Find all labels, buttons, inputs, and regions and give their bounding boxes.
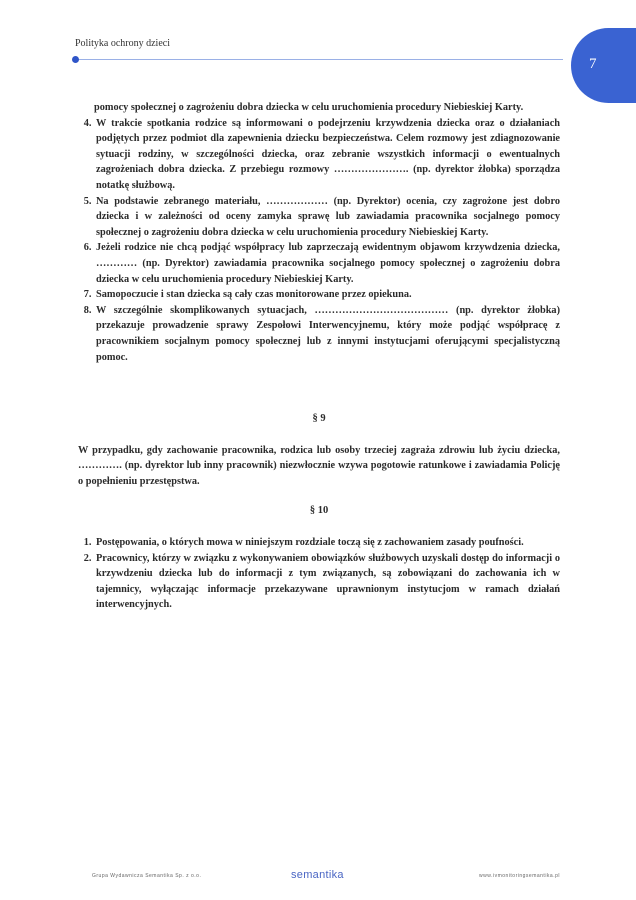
continued-paragraph: pomocy społecznej o zagrożeniu dobra dziecka w celu uruchomienia procedury Niebieskiej Karty. (94, 102, 524, 113)
list-item: 5. Na podstawie zebranego materiału, ……………… (np. Dyrektor) ocenia, czy zagrożone jest dobro dziecka i w zależności od oceny zamyka sprawę lub zawiadamia pracownika socjalnego pomocy społecznej o zagrożeniu dobra dziecka w celu uruchomienia procedury Niebieskiej Karty. (94, 194, 560, 241)
footer-logo: semantika (291, 869, 344, 881)
section-heading-10: § 10 (309, 505, 329, 517)
section-10-list (78, 535, 560, 613)
procedure-list (78, 116, 560, 366)
footer-website: www.ivmonitoringsemantika.pl (479, 873, 560, 879)
list-item: 6. Jeżeli rodzice nie chcą podjąć współpracy lub zaprzeczają ewidentnym objawom krzywdzenia dziecka, ………… (np. Dyrektor) zawiadamia pracownika socjalnego pomocy społecznej o zagrożeniu dobra dziecka w celu uruchomienia procedury Niebieskiej Karty. (94, 240, 560, 287)
page-body (78, 100, 560, 613)
section-heading-9: § 9 (312, 413, 326, 425)
list-item: 8. W szczególnie skomplikowanych sytuacjach, ………………………………… (np. dyrektor żłobka) przekazuje prowadzenie sprawy Zespołowi Interwencyjnemu, który może podjąć współpracę z pracownikiem socjalnym pomocy społecznej lub z innymi instytucjami oferującymi specjalistyczną pomoc. (94, 303, 560, 365)
header-rule (75, 59, 563, 60)
list-item: 7. Samopoczucie i stan dziecka są cały czas monitorowane przez opiekuna. (94, 287, 560, 303)
list-item: 4. W trakcie spotkania rodzice są informowani o podejrzeniu krzywdzenia dziecka oraz o działaniach podjętych przez podmiot dla zapewnienia dziecku bezpieczeństwa. Celem rozmowy jest zdiagnozowanie sytuacji rodziny, w szczególności dziecka, oraz zebranie wszystkich informacji o ewentualnych zagrożeniach dobra dziecka. Z przebiegu rozmowy …………………. (np. dyrektor żłobka) sporządza notatkę służbową. (94, 116, 560, 194)
running-header-title: Polityka ochrony dzieci (75, 38, 170, 49)
header-bullet-dot (72, 56, 79, 63)
page-footer (78, 870, 560, 884)
list-item: 2. Pracownicy, którzy w związku z wykonywaniem obowiązków służbowych uzyskali dostęp do informacji o krzywdzeniu dziecka lub do informacji z tym związanych, są zobowiązani do zachowania ich w tajemnicy, wyłączając informacje przekazywane uprawnionym instytucjom w ramach działań interwencyjnych. (94, 551, 560, 613)
footer-publisher: Grupa Wydawnicza Semantika Sp. z o.o. (92, 873, 202, 879)
section-9-paragraph: W przypadku, gdy zachowanie pracownika, rodzica lub osoby trzeciej zagraża zdrowiu lub życiu dziecka, …………. (np. dyrektor lub inny pracownik) niezwłocznie wzywa pogotowie ratunkowe i zawiadamia Policję o popełnieniu przestępstwa. (78, 444, 560, 487)
page-number: 7 (589, 56, 597, 72)
page-number-badge (571, 28, 636, 103)
list-item: 1. Postępowania, o których mowa w niniejszym rozdziale toczą się z zachowaniem zasady poufności. (94, 535, 560, 551)
